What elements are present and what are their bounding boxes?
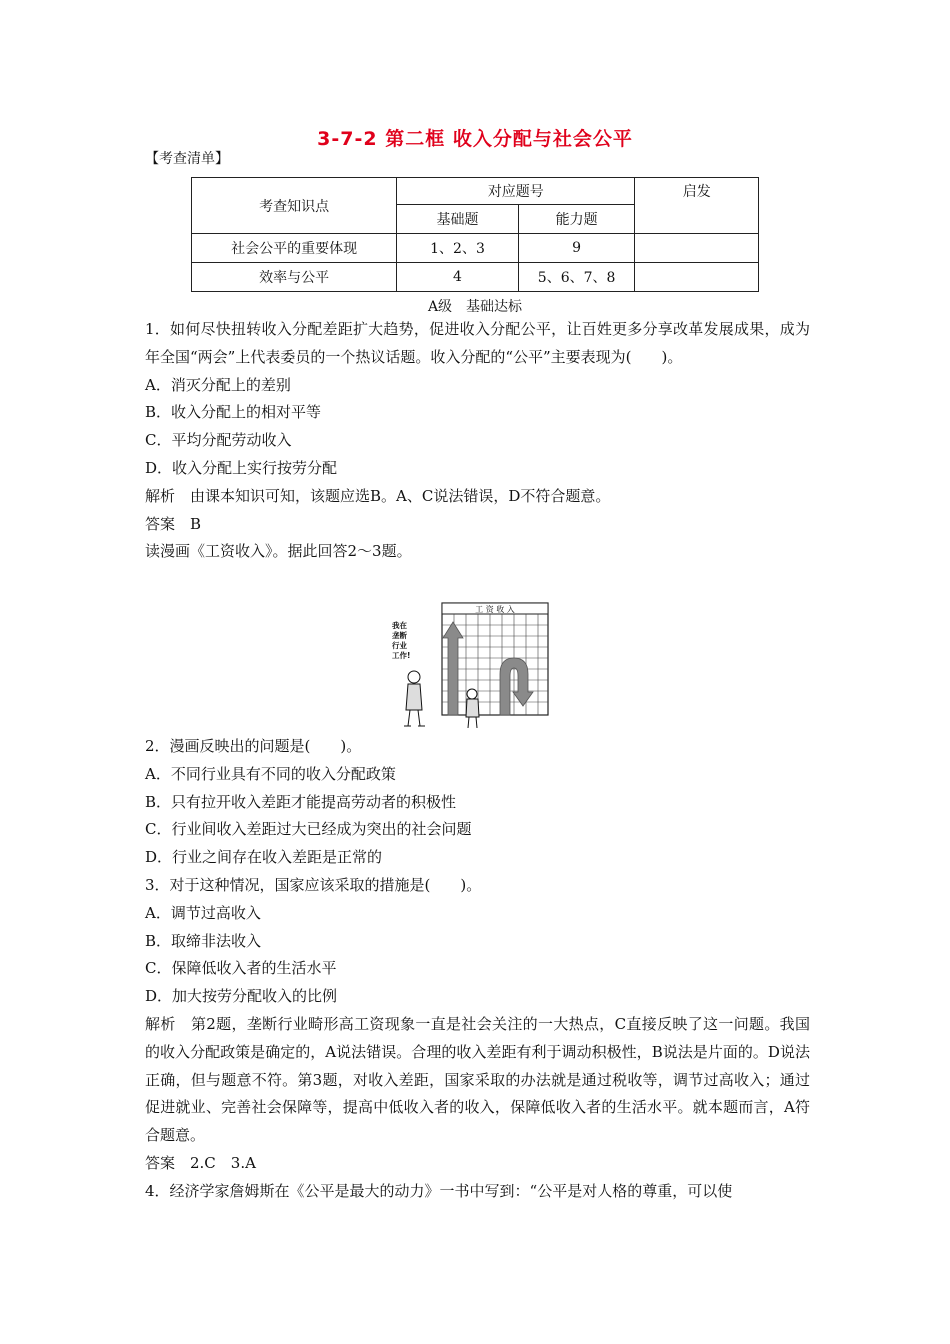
- sad-worker-figure: [466, 689, 479, 728]
- table-cell-basic: 1、2、3: [397, 234, 519, 263]
- table-header-basic: 基础题: [397, 205, 519, 234]
- question-3-option-b: B．取缔非法收入: [145, 931, 262, 950]
- question-2-option-a: A．不同行业具有不同的收入分配政策: [145, 764, 396, 783]
- table-cell-ability: 9: [518, 234, 635, 263]
- question-1-option-d: D．收入分配上实行按劳分配: [145, 458, 338, 477]
- question-1-answer: 答案 B: [145, 514, 202, 533]
- speech-line: 行业: [392, 641, 407, 650]
- question-2-option-c: C．行业间收入差距过大已经成为突出的社会问题: [145, 820, 472, 839]
- question-1-option-b: B．收入分配上的相对平等: [145, 403, 322, 422]
- table-cell-inspire: [635, 263, 759, 292]
- speech-line: 我在: [392, 621, 407, 630]
- question-3-option-c: C．保障低收入者的生活水平: [145, 959, 337, 978]
- page-title: 3-7-2 第二框 收入分配与社会公平: [317, 128, 633, 150]
- checklist-table: [191, 177, 759, 292]
- speech-line: 垄断: [392, 631, 407, 640]
- question-3-option-d: D．加大按劳分配收入的比例: [145, 987, 338, 1006]
- question-2-option-b: B．只有拉开收入差距才能提高劳动者的积极性: [145, 792, 457, 811]
- question-1-analysis: 解析 由课本知识可知，该题应选B。A、C说法错误，D不符合题意。: [145, 486, 611, 505]
- question-2-3-analysis: 解析 第2题，垄断行业畸形高工资现象一直是社会关注的一大热点，C直接反映了这一问题。我国的收入分配政策是确定的，A说法错误。合理的收入差距有利于调动积极性，B说法是片面的。D说法正确，但与题意不符。第3题，对收入差距，国家采取的办法就是通过税收等，调节过高收入；通过促进就业、完善社会保障等，提高中低收入者的收入，保障低收入者的生活水平。就本题而言，A符合题意。: [145, 1014, 810, 1145]
- question-1-stem: 1．如何尽快扭转收入分配差距扩大趋势，促进收入分配公平，让百姓更多分享改革发展成果，成为年全国“两会”上代表委员的一个热议话题。收入分配的“公平”主要表现为( )。: [145, 320, 810, 366]
- comic-intro: 读漫画《工资收入》。据此回答2～3题。: [145, 542, 412, 561]
- table-cell-point: 社会公平的重要体现: [192, 234, 397, 263]
- table-cell-point: 效率与公平: [192, 263, 397, 292]
- question-block-1: [145, 316, 810, 566]
- level-heading: A级 基础达标: [427, 299, 523, 315]
- question-4-stem: 4．经济学家詹姆斯在《公平是最大的动力》一书中写到：“公平是对人格的尊重，可以使: [145, 1181, 733, 1200]
- question-1-option-c: C．平均分配劳动收入: [145, 431, 292, 450]
- table-row: [192, 263, 759, 292]
- question-2-stem: 2．漫画反映出的问题是( )。: [145, 737, 362, 755]
- table-cell-ability: 5、6、7、8: [518, 263, 635, 292]
- question-2-3-answer: 答案 2.C 3.A: [145, 1153, 256, 1172]
- table-row: [192, 234, 759, 263]
- speech-line: 工作!: [392, 651, 411, 660]
- wage-income-cartoon: [392, 602, 549, 730]
- checklist-label: 【考查清单】: [145, 151, 229, 167]
- question-1-option-a: A．消灭分配上的差别: [145, 375, 291, 394]
- proud-worker-figure: [404, 671, 425, 726]
- table-header-ability: 能力题: [518, 205, 635, 234]
- question-2-option-d: D．行业之间存在收入差距是正常的: [145, 848, 383, 867]
- cartoon-chart-title: 工 资 收 入: [475, 605, 515, 614]
- table-header-question-no: 对应题号: [397, 178, 635, 205]
- question-block-2: [145, 733, 810, 1206]
- question-3-option-a: A．调节过高收入: [145, 903, 261, 922]
- speech-bubble: [392, 620, 410, 660]
- table-cell-basic: 4: [397, 263, 519, 292]
- table-cell-inspire: [635, 234, 759, 263]
- table-header-inspire: 启发: [635, 178, 759, 234]
- question-3-stem: 3．对于这种情况，国家应该采取的措施是( )。: [145, 875, 482, 894]
- table-header-knowledge: 考查知识点: [192, 178, 397, 234]
